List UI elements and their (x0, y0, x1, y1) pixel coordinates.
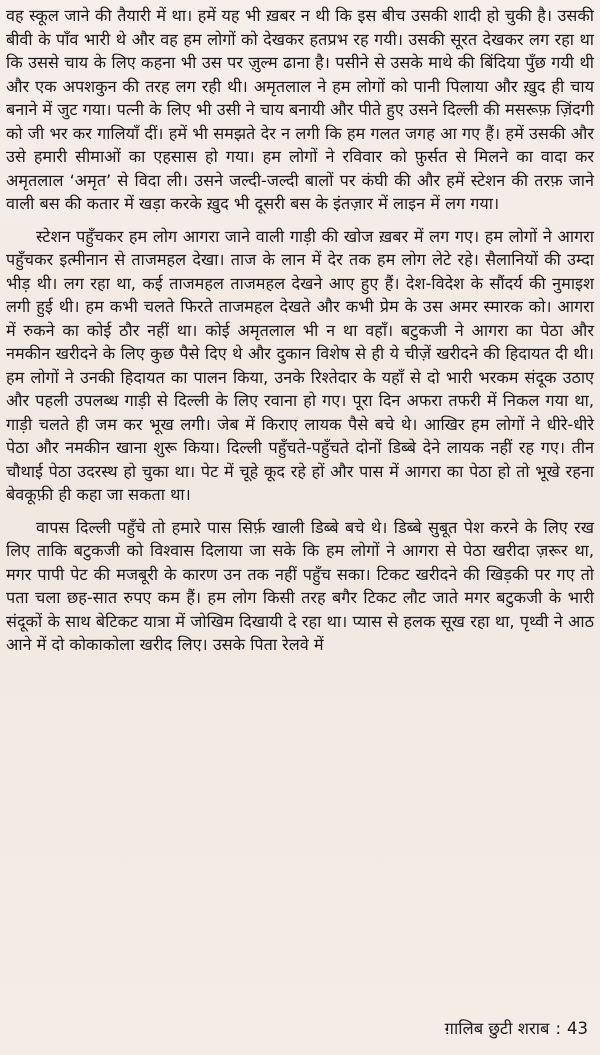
paragraph-2: स्टेशन पहुँचकर हम लोग आगरा जाने वाली गाड़ी की खोज ख़बर में लग गए। हम लोगों ने आगरा पहुँचकर इत्मीनान से ताजमहल देखा। ताज के लान में देर तक हम लोग लेटे रहे। सैलानियों की उम्दा भीड़ थी। लग रहा था, कई ताजमहल ताजमहल देखने आए हुए हैं। देश-विदेश के सौंदर्य की नुमाइश लगी हुई थी। हम कभी चलते फिरते ताजमहल देखते और कभी प्रेम के उस अमर स्मारक को। आगरा में रुकने का कोई ठौर नहीं था। कोई अमृतलाल भी न था वहाँ। बटुकजी ने आगरा का पेठा और नमकीन खरीदने के लिए कुछ पैसे दिए थे और दुकान विशेष से ही ये चीज़ें खरीदने की हिदायत दी थी। हम लोगों ने उनकी हिदायत का पालन किया, उनके रिश्तेदार के यहाँ से दो भारी भरकम संदूक उठाए और पहली उपलब्ध गाड़ी से दिल्ली के लिए रवाना हो गए। पूरा दिन अफरा तफरी में निकल गया था, गाड़ी चलते ही जम कर भूख लगी। जेब में किराए लायक पैसे बचे थे। आखिर हम लोगों ने धीरे-धीरे पेठा और नमकीन खाना शुरू किया। दिल्ली पहुँचते-पहुँचते दोनों डिब्बे देने लायक नहीं रह गए। तीन चौथाई पेठा उदरस्थ हो चुका था। पेट में चूहे कूद रहे हों और पास में आगरा का पेठा हो तो भूखे रहना बेवकूफ़ी ही कहा जा सकता था। (6, 226, 594, 504)
paragraph-3: वापस दिल्ली पहुँचे तो हमारे पास सिर्फ़ खाली डिब्बे बचे थे। डिब्बे सुबूत पेश करने के लिए रख लिए ताकि बटुकजी को विश्वास दिलाया जा सके कि हम लोगों ने आगरा से पेठा खरीदा ज़रूर था, मगर पापी पेट की मजबूरी के कारण उन तक नहीं पहुँच सका। टिकट खरीदने की खिड़की पर गए तो पता चला छह-सात रुपए कम हैं। हम लोग किसी तरह बगैर टिकट लौट जाते मगर बटुकजी के भारी संदूकों के साथ बेटिकट यात्रा में जोखिम दिखायी दे रहा था। प्यास से हलक सूख रहा था, पृथ्वी ने आठ आने में दो कोकाकोला खरीद लिए। उसके पिता रेलवे में (6, 517, 594, 654)
page-footer (445, 1016, 588, 1039)
body-text (6, 4, 594, 657)
running-title: ग़ालिब छुटी शराब (444, 1019, 550, 1038)
page-number: 43 (567, 1019, 588, 1038)
paragraph-1: वह स्कूल जाने की तैयारी में था। हमें यह भी ख़बर न थी कि इस बीच उसकी शादी हो चुकी है। उसकी बीवी के पाँव भारी थे और वह हम लोगों को देखकर हतप्रभ रह गयी। उसकी सूरत देखकर लग रहा था कि उससे चाय के लिए कहना भी उस पर ज़ुल्म ढाना है। पसीने से उसके माथे की बिंदिया पुँछ गयी थी और एक अपशकुन की तरह लग रही थी। अमृतलाल ने हम लोगों को पानी पिलाया और ख़ुद ही चाय बनाने में जुट गया। पत्नी के लिए भी उसी ने चाय बनायी और पीते हुए उसने दिल्ली की मसरूफ़ ज़िंदगी को जी भर कर गालियाँ दीं। हमें भी समझते देर न लगी कि हम गलत जगह आ गए हैं। हमें उसकी और उसे हमारी सीमाओं का एहसास हो गया। हम लोगों ने रविवार को फ़ुर्सत से मिलने का वादा कर अमृतलाल ‘अमृत’ से विदा ली। उसने जल्दी-जल्दी बालों पर कंघी की और हमें स्टेशन की तरफ़ जाने वाली बस की कतार में खड़ा करके ख़ुद भी दूसरी बस के इंतज़ार में लाइन में लग गया। (6, 6, 594, 213)
footer-separator: : (555, 1019, 561, 1038)
